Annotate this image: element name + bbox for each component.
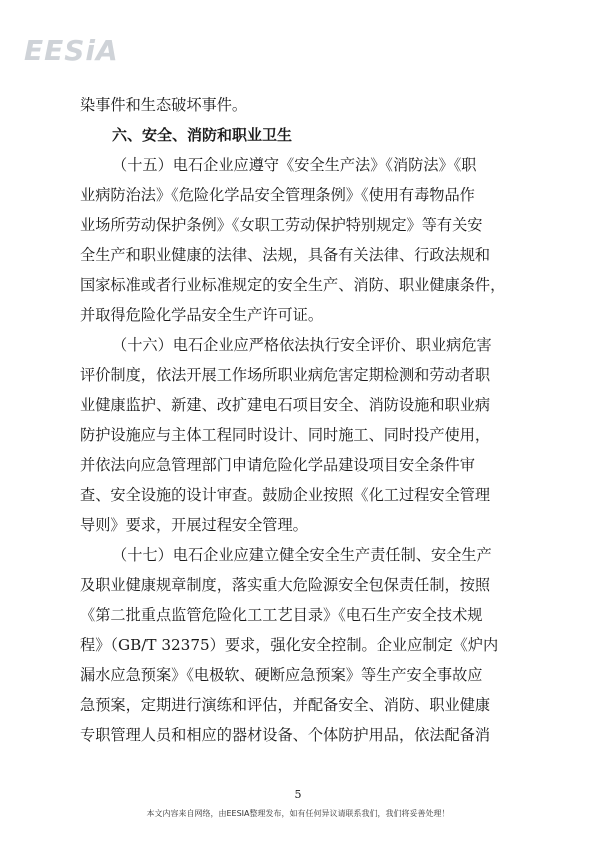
body-line: 并依法向应急管理部门申请危险化学品建设项目安全条件审 xyxy=(80,456,475,474)
body-line: （十五）电石企业应遵守《安全生产法》《消防法》《职 xyxy=(112,156,477,174)
body-line: 业健康监护、新建、改扩建电石项目安全、消防设施和职业病 xyxy=(80,396,491,414)
body-line: 染事件和生态破坏事件。 xyxy=(80,96,248,114)
eesia-logo: EESiA xyxy=(24,34,119,67)
body-line: （十六）电石企业应严格依法执行安全评价、职业病危害 xyxy=(112,336,492,354)
body-line: 及职业健康规章制度，落实重大危险源安全包保责任制，按照 xyxy=(80,576,491,594)
body-line: 全生产和职业健康的法律、法规，具备有关法律、行政法规和 xyxy=(80,246,491,264)
body-line: 漏水应急预案》《电极软、硬断应急预案》等生产安全事故应 xyxy=(80,666,483,684)
section-heading: 六、安全、消防和职业卫生 xyxy=(112,126,293,144)
body-line: 专职管理人员和相应的器材设备、个体防护用品，依法配备消 xyxy=(80,726,491,744)
body-line: 急预案，定期进行演练和评估，并配备安全、消防、职业健康 xyxy=(80,696,491,714)
body-line: （十七）电石企业应建立健全安全生产责任制、安全生产 xyxy=(112,546,492,564)
footer-disclaimer: 本文内容来自网络，由EESIA整理发布，如有任何异议请联系我们，我们将妥善处理！ xyxy=(146,809,450,818)
body-line: 业场所劳动保护条例》《女职工劳动保护特别规定》等有关安 xyxy=(80,216,483,234)
body-line: 并取得危险化学品安全生产许可证。 xyxy=(80,306,323,324)
body-line: 防护设施应与主体工程同时设计、同时施工、同时投产使用， xyxy=(80,426,491,444)
body-line: 导则》要求，开展过程安全管理。 xyxy=(80,516,308,534)
body-line: 评价制度，依法开展工作场所职业病危害定期检测和劳动者职 xyxy=(80,366,491,384)
body-line: 业病防治法》《危险化学品安全管理条例》《使用有毒物品作 xyxy=(80,186,475,204)
page-number: 5 xyxy=(294,788,302,801)
body-line: 程》（GB/T 32375）要求，强化安全控制。企业应制定《炉内 xyxy=(80,636,499,654)
body-line: 国家标准或者行业标准规定的安全生产、消防、职业健康条件， xyxy=(80,276,506,294)
body-line: 查、安全设施的设计审查。鼓励企业按照《化工过程安全管理 xyxy=(80,486,491,504)
body-line: 《第二批重点监管危险化工工艺目录》《电石生产安全技术规 xyxy=(80,606,483,624)
document-body xyxy=(80,90,516,750)
